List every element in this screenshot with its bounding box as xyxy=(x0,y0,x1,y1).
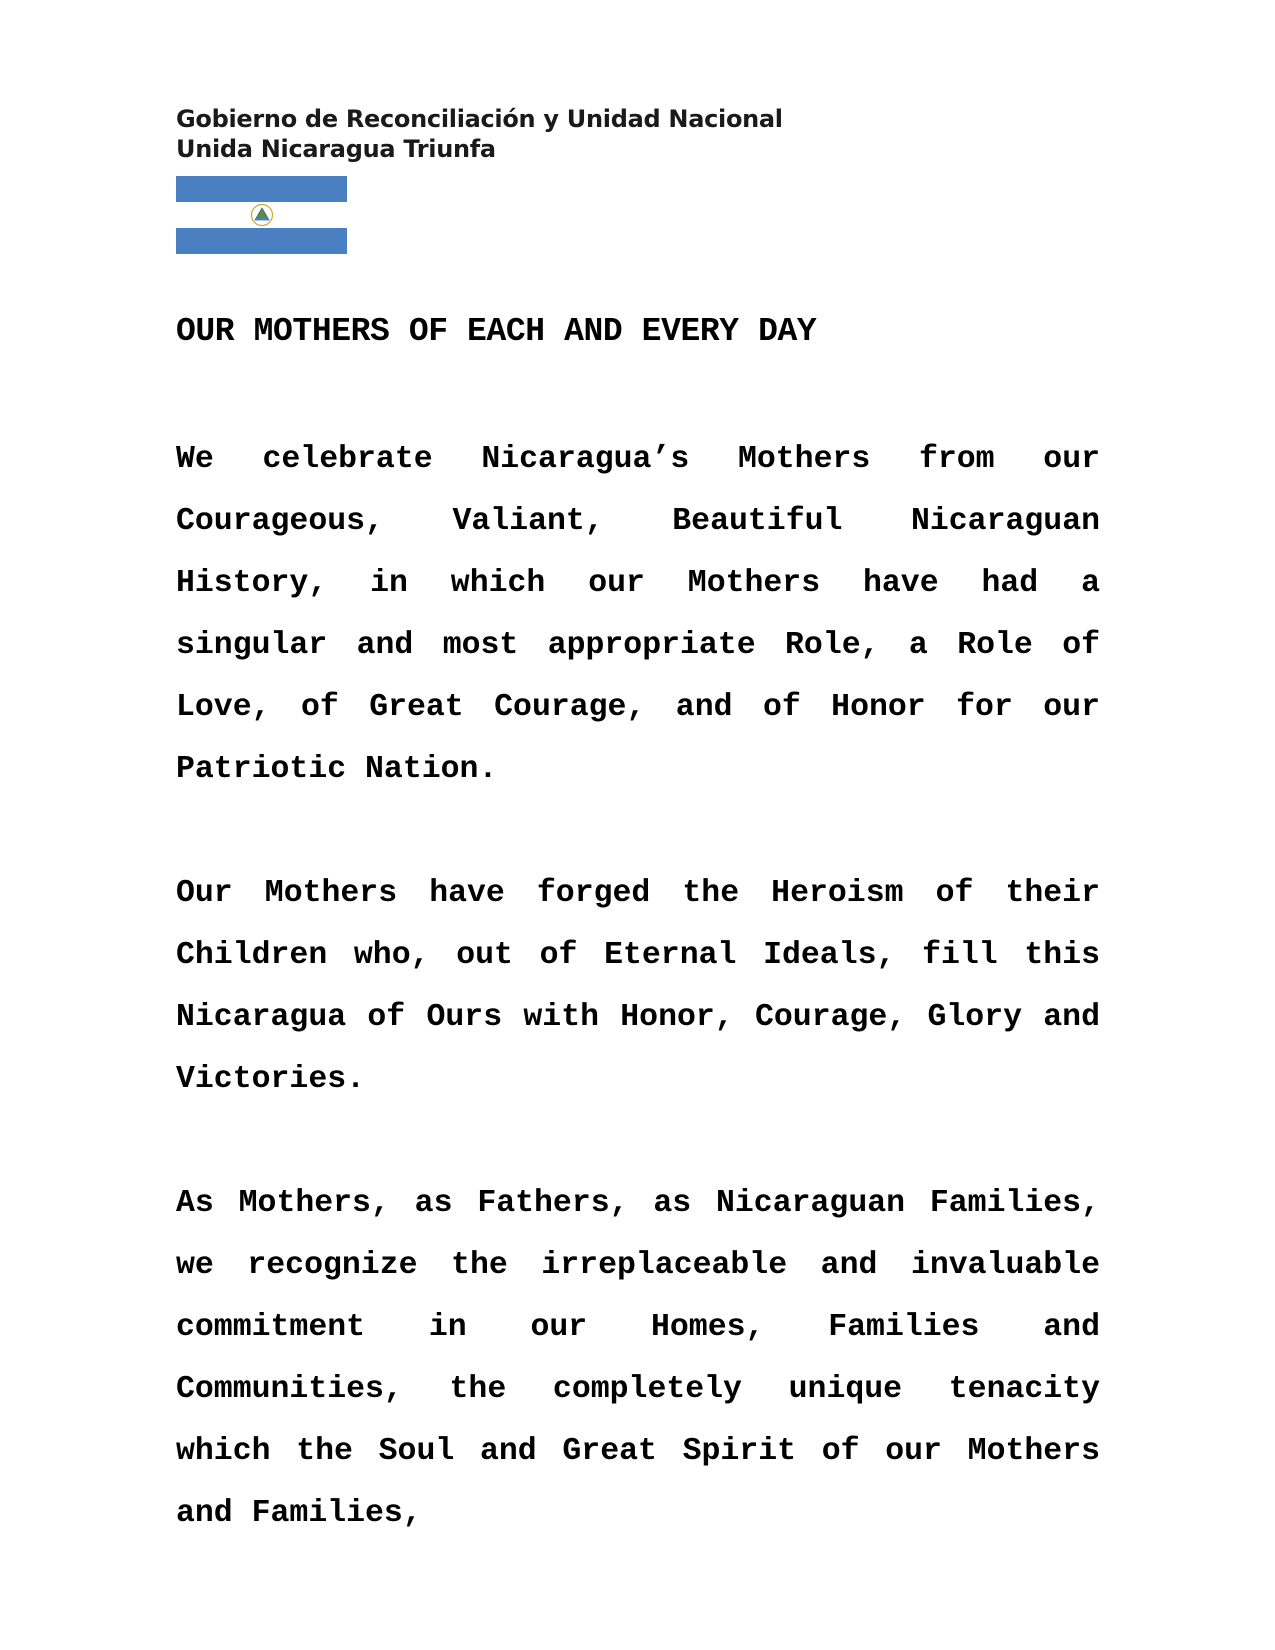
nicaragua-flag xyxy=(176,176,347,254)
paragraph-2: Our Mothers have forged the Heroism of their Children who, out of Eternal Ideals, fill this Nicaragua of Ours with Honor, Courage, Glory and Victories. xyxy=(176,876,1100,1097)
paragraph-3: As Mothers, as Fathers, as Nicaraguan Families, we recognize the irreplaceable and invaluable commitment in our Homes, Families and Communities, the completely unique tenacity which the Soul and Great Spirit of our Mothers and Families, xyxy=(176,1186,1100,1531)
document-body xyxy=(176,429,1100,1607)
paragraph-1: We celebrate Nicaragua’s Mothers from our Courageous, Valiant, Beautiful Nicaraguan History, in which our Mothers have had a singular and most appropriate Role, a Role of Love, of Great Courage, and of Honor for our Patriotic Nation. xyxy=(176,442,1100,787)
government-slogan: Unida Nicaragua Triunfa xyxy=(176,135,496,163)
nicaragua-coat-of-arms-icon xyxy=(247,203,277,227)
flag-top-band xyxy=(176,176,347,202)
document-title: OUR MOTHERS OF EACH AND EVERY DAY xyxy=(176,313,817,350)
letterhead xyxy=(176,104,783,164)
flag-bottom-band xyxy=(176,228,347,254)
government-name: Gobierno de Reconciliación y Unidad Nacional xyxy=(176,105,783,133)
